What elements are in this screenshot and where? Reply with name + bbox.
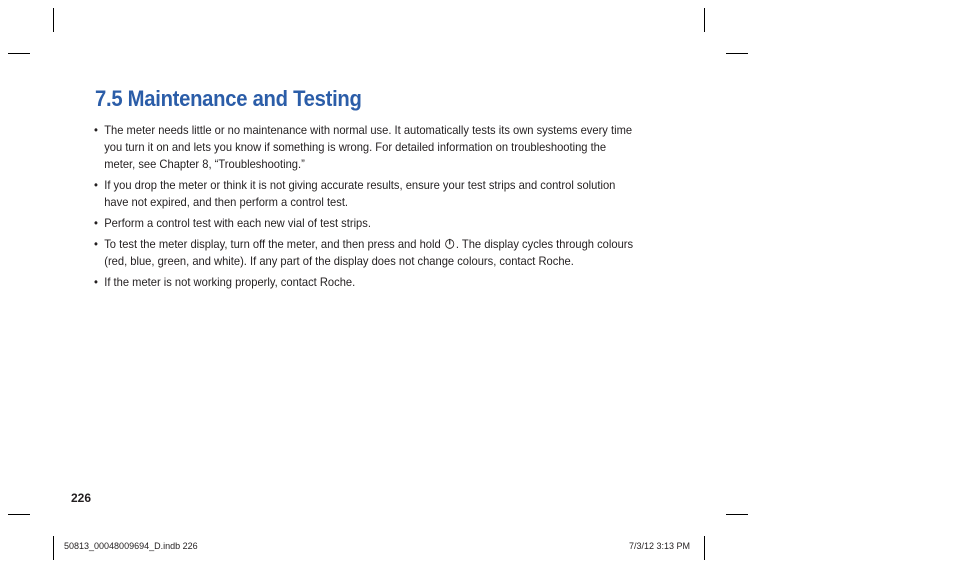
crop-mark-bottom-left: [8, 514, 30, 515]
crop-mark-top-left: [8, 53, 30, 54]
section-title: 7.5 Maintenance and Testing: [95, 86, 362, 111]
bullet-item: • If the meter is not working properly, contact Roche.: [94, 274, 633, 291]
bullet-item: [94, 236, 633, 270]
file-info: 50813_00048009694_D.indb 226: [64, 541, 198, 551]
crop-mark-top-right: [726, 53, 748, 54]
crop-mark-bottom-right: [704, 536, 705, 560]
print-date-time: 7/3/12 3:13 PM: [629, 541, 691, 551]
bullet-text: To test the meter display, turn off the meter, and then press and hold: [104, 237, 444, 251]
bullet-item: • If you drop the meter or think it is not giving accurate results, ensure your test strips and control solution have not expired, and then perform a control test.: [94, 177, 633, 211]
crop-mark-top-left: [53, 8, 54, 32]
bullet-item: • Perform a control test with each new vial of test strips.: [94, 215, 633, 232]
bullet-text: . The display cycles through colours (red, blue, green, and white). If any part of the display does not change colours, contact Roche.: [104, 237, 634, 268]
crop-mark-top-right: [704, 8, 705, 32]
page-number: 226: [71, 491, 92, 505]
power-button-icon: [445, 238, 455, 249]
bullet-item: • The meter needs little or no maintenance with normal use. It automatically tests its own systems every time you turn it on and lets you know if something is wrong. For detailed information on troubleshooting the meter, see Chapter 8, “Troubleshooting.”: [94, 122, 633, 173]
crop-mark-bottom-right: [726, 514, 748, 515]
bullet-list: [94, 122, 633, 295]
crop-mark-bottom-left: [53, 536, 54, 560]
